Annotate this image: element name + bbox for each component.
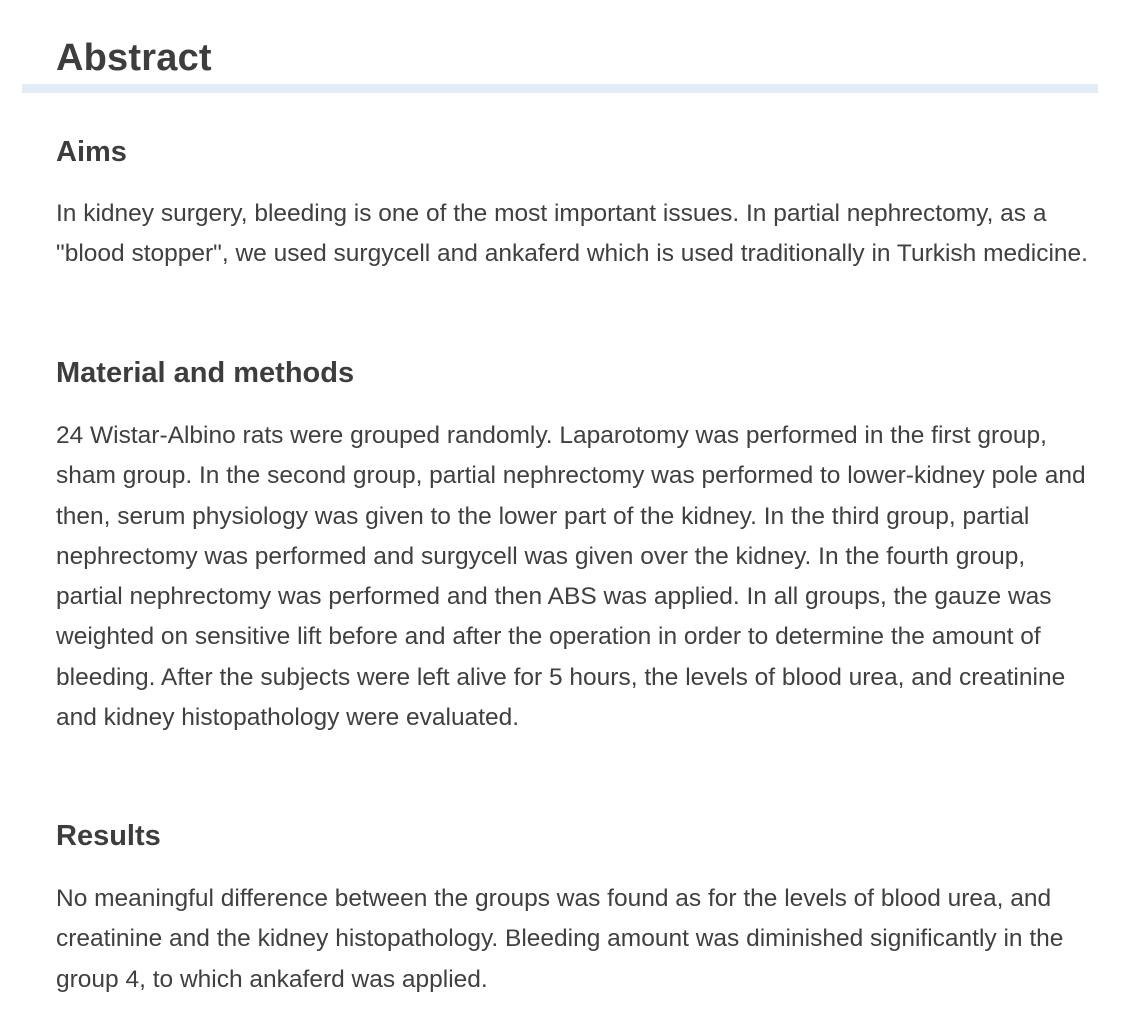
abstract-title: Abstract <box>56 37 212 79</box>
methods-heading: Material and methods <box>56 357 355 389</box>
aims-paragraph: In kidney surgery, bleeding is one of the most important issues. In partial nephrectomy, as a "blood stopper", we used surgycell and ankaferd which is used traditionally in Turkish medicine. <box>56 200 1088 268</box>
results-heading: Results <box>56 820 161 852</box>
aims-heading: Aims <box>56 136 127 168</box>
title-divider <box>22 84 1098 93</box>
methods-paragraph: 24 Wistar-Albino rats were grouped randomly. Laparotomy was performed in the first group, sham group. In the second group, partial nephrectomy was performed to lower-kidney pole and then, serum physiology was given to the lower part of the kidney. In the third group, partial nephrectomy was performed and surgycell was given over the kidney. In the fourth group, partial nephrectomy was performed and then ABS was applied. In all groups, the gauze was weighted on sensitive lift before and after the operation in order to determine the amount of bleeding. After the subjects were left alive for 5 hours, the levels of blood urea, and creatinine and kidney histopathology were evaluated. <box>56 422 1086 732</box>
results-paragraph: No meaningful difference between the groups was found as for the levels of blood urea, and creatinine and the kidney histopathology. Bleeding amount was diminished significantly in the group 4, to which ankaferd was applied. <box>56 885 1064 993</box>
